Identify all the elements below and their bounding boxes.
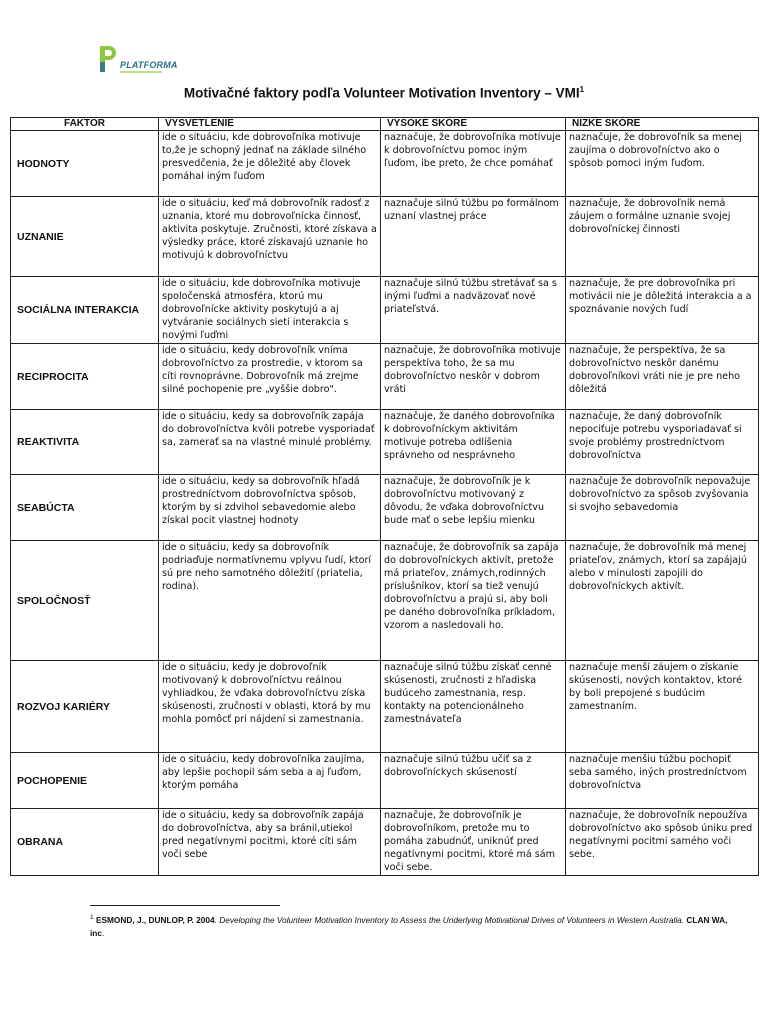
factor-cell: SOCIÁLNA INTERAKCIA — [11, 277, 159, 344]
header-nizke-skore: NÍZKE SKÓRE — [566, 118, 759, 131]
explanation-cell: ide o situáciu, kedy sa dobrovoľník zapája do dobrovoľníctva, aby sa bránil,utiekol pred negatívnymi pocitmi, ktoré cíti sám voči sebe — [159, 809, 381, 876]
logo-tagline-bar — [120, 71, 162, 73]
table-row — [11, 410, 759, 475]
factor-cell: ROZVOJ KARIÉRY — [11, 661, 159, 753]
table-row — [11, 809, 759, 876]
factor-cell: SPOLOČNOSŤ — [11, 541, 159, 661]
table-row — [11, 197, 759, 277]
high-score-cell: naznačuje, že dobrovoľníka motivuje perspektíva toho, že sa mu dobrovoľníctvo neskôr v dobrom vráti — [381, 344, 566, 410]
table-row — [11, 475, 759, 541]
header-vysvetlenie: VYSVETLENIE — [159, 118, 381, 131]
low-score-cell: naznačuje, že dobrovoľník má menej priateľov, známych, ktorí sa zapájajú alebo v minulosti zapojili do dobrovoľníckych aktivít. — [566, 541, 759, 661]
explanation-cell: ide o situáciu, kde dobrovoľníka motivuje spoločenská atmosféra, ktorú mu dobrovoľnícke aktivity poskytujú a aj vytváranie sociálnych sietí interakcia s novými ľuďmi — [159, 277, 381, 344]
factor-cell: HODNOTY — [11, 131, 159, 197]
title-text: Motivačné faktory podľa Volunteer Motivation Inventory – VMI — [183, 85, 580, 101]
platforma-logo-icon — [98, 44, 120, 74]
high-score-cell: naznačuje, že daného dobrovoľníka k dobrovoľníckym aktivitám motivuje potreba odlíšenia správneho od nesprávneho — [381, 410, 566, 475]
low-score-cell: naznačuje, že dobrovoľník nemá záujem o formálne uznanie svojej dobrovoľníckej činnosti — [566, 197, 759, 277]
factor-cell: SEABÚCTA — [11, 475, 159, 541]
factor-cell: POCHOPENIE — [11, 753, 159, 809]
high-score-cell: naznačuje, že dobrovoľníka motivuje k dobrovoľníctvu pomoc iným ľuďom, ibe preto, že chce pomáhať — [381, 131, 566, 197]
table-row — [11, 661, 759, 753]
low-score-cell: naznačuje že dobrovoľník nepovažuje dobrovoľníctvo za spôsob zvyšovania si svojho sebavedomia — [566, 475, 759, 541]
factor-cell: REAKTIVITA — [11, 410, 159, 475]
table-header-row — [11, 118, 759, 131]
vmi-table — [10, 117, 759, 876]
high-score-cell: naznačuje silnú túžbu po formálnom uznaní vlastnej práce — [381, 197, 566, 277]
table-row — [11, 541, 759, 661]
table-row — [11, 753, 759, 809]
high-score-cell: naznačuje, že dobrovoľník je dobrovoľníkom, pretože mu to pomáha zabudnúť, uniknúť pred negatívnymi pocitmi, ktoré má sám voči sebe. — [381, 809, 566, 876]
footnote-end: . — [102, 927, 105, 938]
low-score-cell: naznačuje, že perspektíva, že sa dobrovoľníctvo neskôr danému dobrovoľníkovi vráti nie je pre neho dôležitá — [566, 344, 759, 410]
platforma-logo — [98, 44, 178, 78]
title-footnote-ref: 1 — [579, 85, 585, 94]
table-row — [11, 277, 759, 344]
header-vysoke-skore: VYSOKÉ SKÓRE — [381, 118, 566, 131]
table-row — [11, 131, 759, 197]
low-score-cell: naznačuje, že pre dobrovoľníka pri motivácii nie je dôležitá interakcia a a spoznávanie nových ľudí — [566, 277, 759, 344]
footnote-text: . Developing the Volunteer Motivation Inventory to Assess the Underlying Motivational Drives of Volunteers in Western Australia. — [214, 914, 687, 925]
explanation-cell: ide o situáciu, kedy je dobrovoľník motivovaný k dobrovoľníctvu reálnou vyhliadkou, že vďaka dobrovoľníctvu získa skúsenosti, zručnosti v oblasti, ktorá by mu mohla pomôcť pri nájdení si zamestnania. — [159, 661, 381, 753]
high-score-cell: naznačuje, že dobrovoľník je k dobrovoľníctvu motivovaný z dôvodu, že vďaka dobrovoľníctvu bude mať o sebe lepšiu mienku — [381, 475, 566, 541]
low-score-cell: naznačuje menšiu túžbu pochopiť seba samého, iných prostredníctvom dobrovoľníctva — [566, 753, 759, 809]
low-score-cell: naznačuje, že dobrovoľník nepoužíva dobrovoľníctvo ako spôsob úniku pred negatívnymi pocitmi samého voči sebe. — [566, 809, 759, 876]
explanation-cell: ide o situáciu, kedy dobrovoľník vníma dobrovoľníctvo za prostredie, v ktorom sa cíti rovnoprávne. Dobrovoľník má zrejme silné pochopenie pre „vyššie dobro". — [159, 344, 381, 410]
high-score-cell: naznačuje silnú túžbu stretávať sa s inými ľuďmi a nadväzovať nové priateľstvá. — [381, 277, 566, 344]
logo-text: PLATFORMA — [120, 60, 178, 70]
high-score-cell: naznačuje silnú túžbu učiť sa z dobrovoľníckych skúseností — [381, 753, 566, 809]
high-score-cell: naznačuje, že dobrovoľník sa zapája do dobrovoľníckych aktivít, pretože má priateľov, známych,rodinných príslušníkov, ktorí sa tiež venujú dobrovoľníctvu a prajú si, aby boli pe daného dobrovoľníka príkladom, vzorom a nasledovali ho. — [381, 541, 566, 661]
low-score-cell: naznačuje menší záujem o získanie skúsenosti, nových kontaktov, ktoré by boli prepojené s budúcim zamestnaním. — [566, 661, 759, 753]
explanation-cell: ide o situáciu, kedy dobrovoľníka zaujíma, aby lepšie pochopil sám seba a aj ľuďom, ktorým pomáha — [159, 753, 381, 809]
factor-cell: OBRANA — [11, 809, 159, 876]
factor-cell: RECIPROCITA — [11, 344, 159, 410]
high-score-cell: naznačuje silnú túžbu získať cenné skúsenosti, zručnosti z hľadiska budúceho zamestnania, resp. kontakty na potencionálneho zamestnávateľa — [381, 661, 566, 753]
footnote-number: 1 — [90, 914, 94, 921]
footnote — [90, 911, 730, 940]
explanation-cell: ide o situáciu, kedy sa dobrovoľník zapája do dobrovoľníctva kvôli potrebe vysporiadať sa, zamerať sa na vlastné minulé problémy. — [159, 410, 381, 475]
footnote-divider — [90, 905, 280, 906]
low-score-cell: naznačuje, že daný dobrovoľník nepociťuje potrebu vysporiadavať si svoje problémy prostredníctvom dobrovoľníctva — [566, 410, 759, 475]
explanation-cell: ide o situáciu, kedy sa dobrovoľník hľadá prostredníctvom dobrovoľníctva spôsob, ktorým by si zdvihol sebavedomie alebo získal pocit vlastnej hodnoty — [159, 475, 381, 541]
factor-cell: UZNANIE — [11, 197, 159, 277]
low-score-cell: naznačuje, že dobrovoľník sa menej zaujíma o dobrovoľníctvo ako o spôsob pomoci iným ľuďom. — [566, 131, 759, 197]
header-faktor: FAKTOR — [11, 118, 159, 131]
footnote-publisher: CLAN WA, inc — [90, 914, 728, 938]
footnote-authors: ESMOND, J., DUNLOP, P. 2004 — [95, 914, 215, 925]
explanation-cell: ide o situáciu, keď má dobrovoľník radosť z uznania, ktoré mu dobrovoľnícka činnosť, aktivita poskytuje. Zručnosti, ktoré získava a výsledky práce, ktoré získavajú uznanie ho motivujú k dobrovoľníctvu — [159, 197, 381, 277]
explanation-cell: ide o situáciu, kedy sa dobrovoľník podriaďuje normatívnemu vplyvu ľudí, ktorí sú pre neho samotného dôležití (priatelia, rodina). — [159, 541, 381, 661]
explanation-cell: ide o situáciu, kde dobrovoľníka motivuje to,že je schopný jednať na základe silného presvedčenia, že je dôležité aby človek pomáhal iným ľuďom — [159, 131, 381, 197]
table-row — [11, 344, 759, 410]
page-title — [0, 85, 768, 101]
